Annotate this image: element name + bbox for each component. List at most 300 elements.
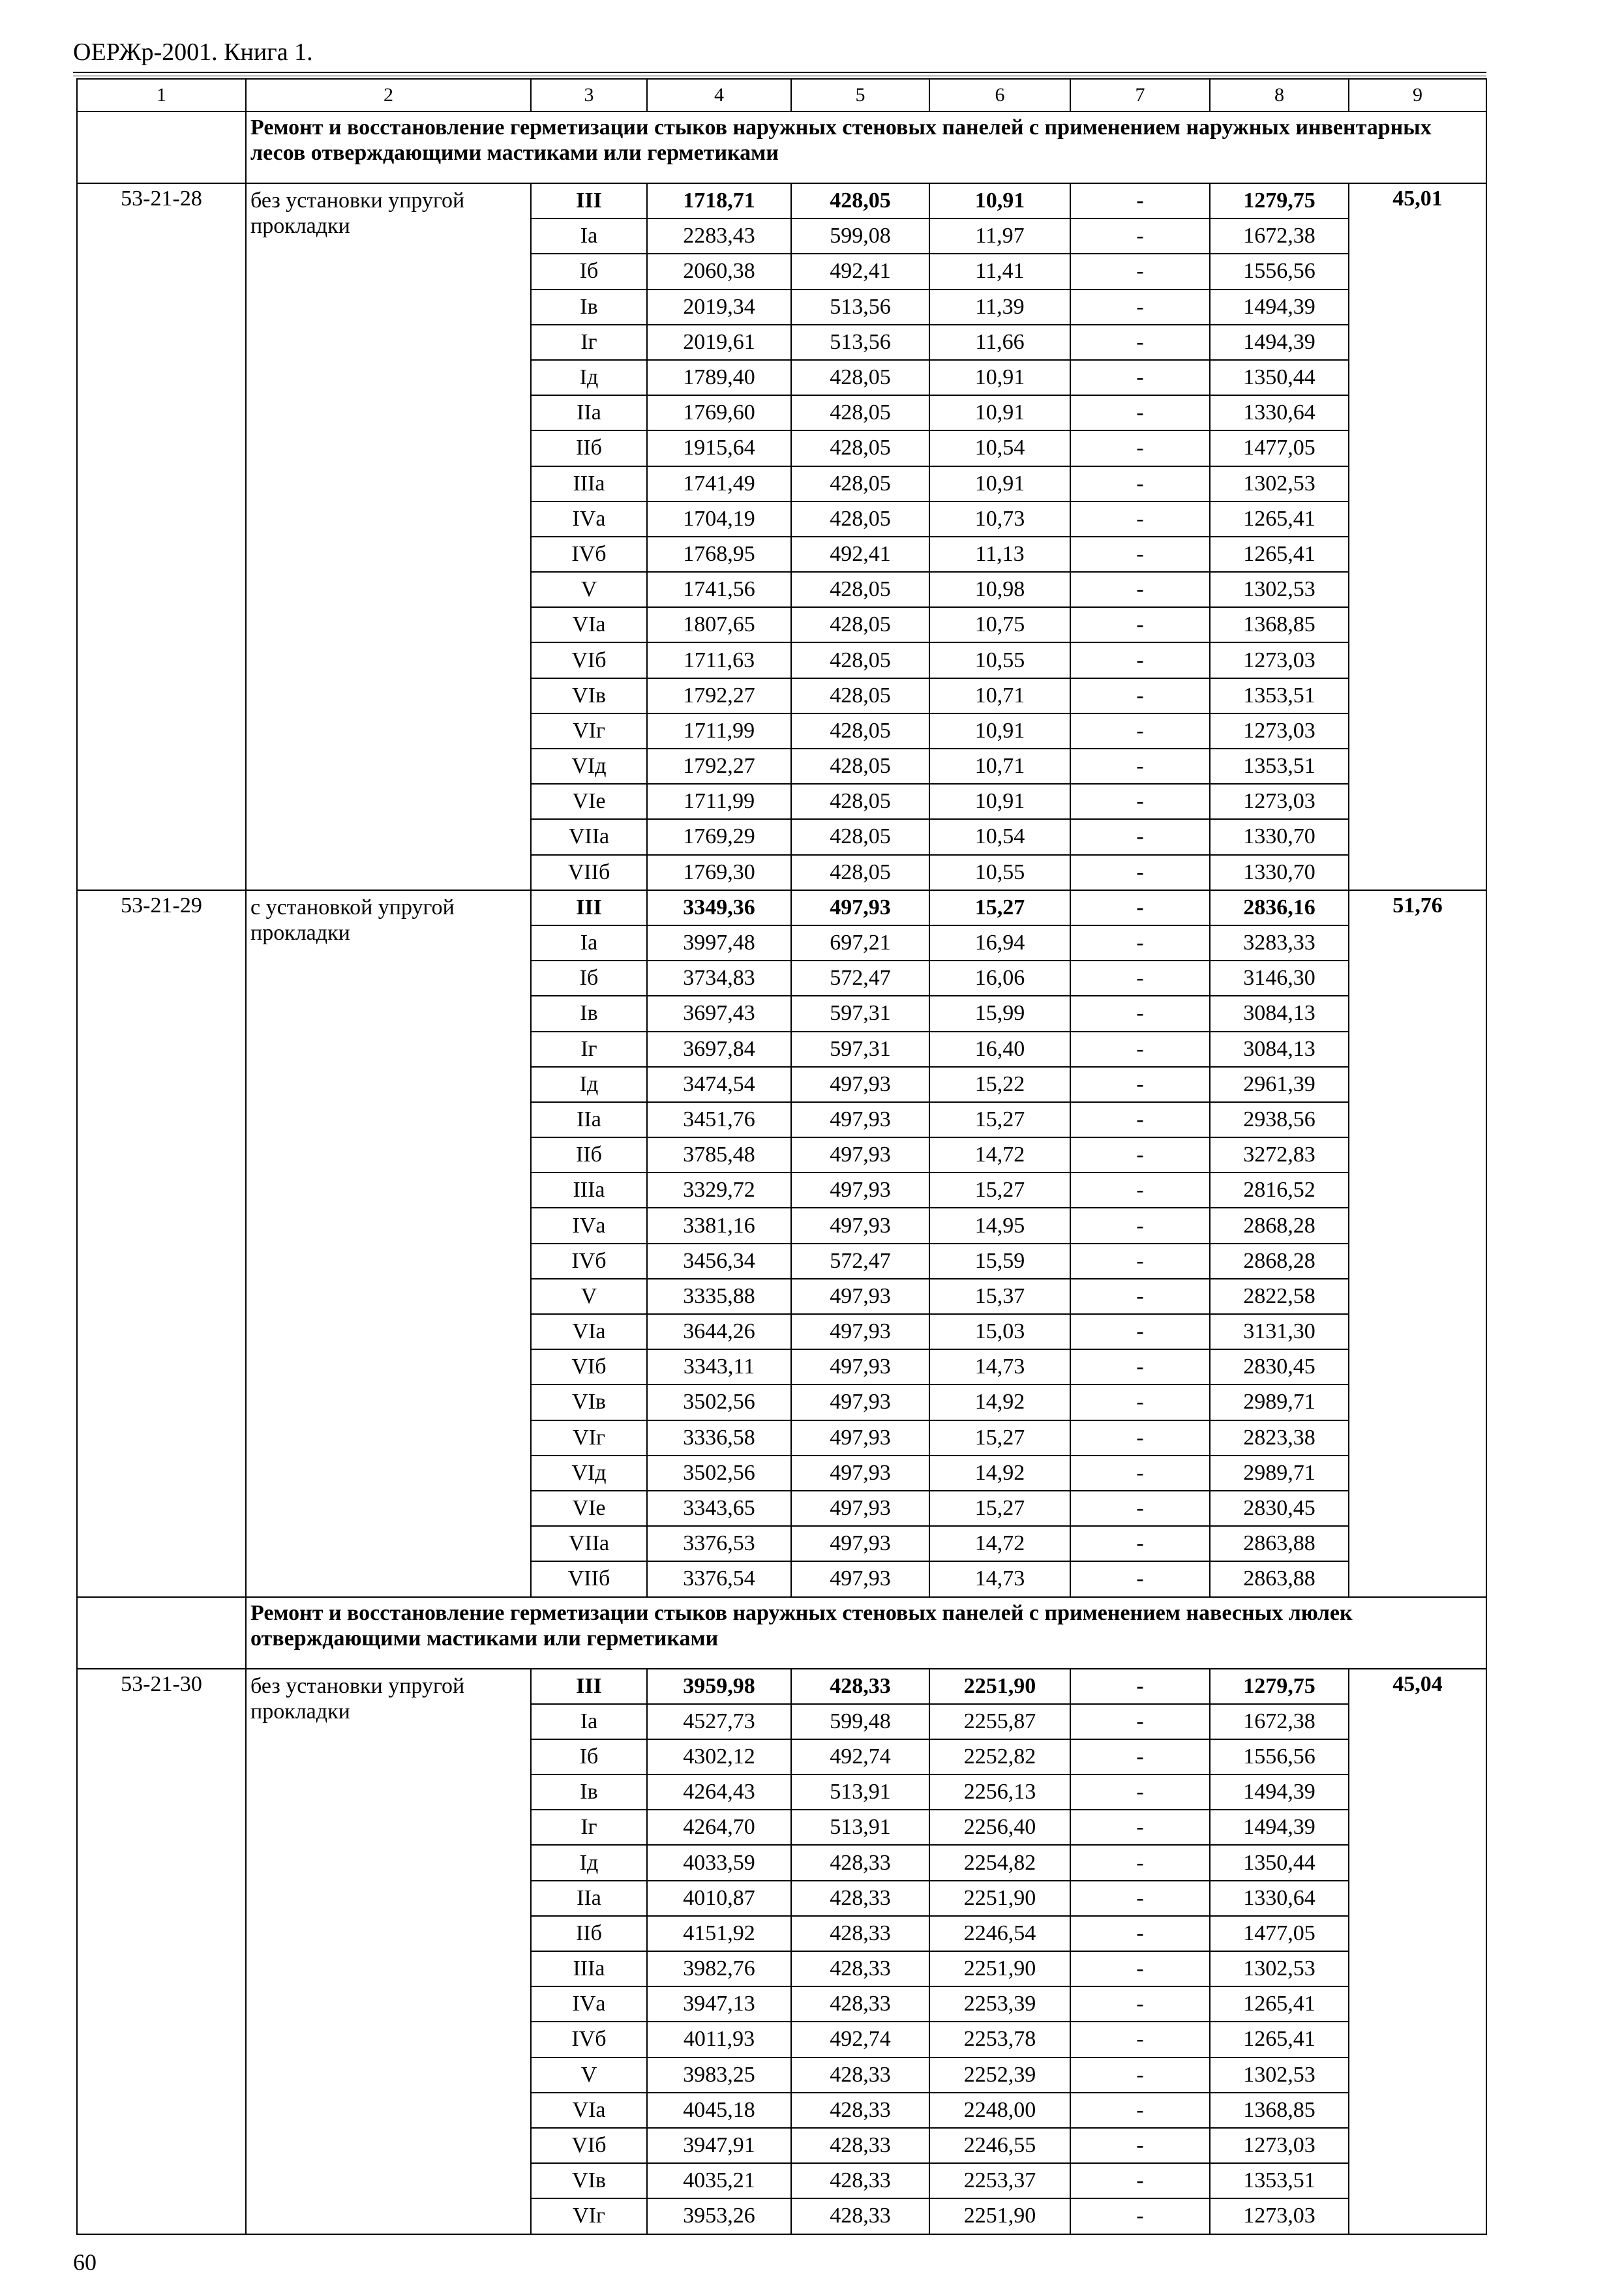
- column-number: 3: [531, 79, 647, 112]
- table-cell: -: [1070, 183, 1210, 218]
- table-cell: Iа: [531, 925, 647, 961]
- table-cell: 15,03: [929, 1314, 1070, 1349]
- table-cell: 2256,40: [929, 1810, 1070, 1845]
- table-cell: 14,92: [929, 1384, 1070, 1420]
- table-cell: 11,13: [929, 537, 1070, 572]
- table-cell: -: [1070, 218, 1210, 254]
- table-cell: 1273,03: [1210, 642, 1349, 678]
- table-cell: VIв: [531, 678, 647, 713]
- section-title: Ремонт и восстановление герметизации стыков наружных стеновых панелей с применением наружных инвентарных лесов отверждающими мастиками или герметиками: [246, 112, 1486, 183]
- table-cell: 2989,71: [1210, 1456, 1349, 1491]
- table-cell: 1556,56: [1210, 1739, 1349, 1774]
- table-cell: Iб: [531, 254, 647, 289]
- table-cell: 497,93: [791, 1561, 929, 1596]
- table-cell: -: [1070, 819, 1210, 854]
- table-cell: -: [1070, 1032, 1210, 1067]
- table-cell: 1265,41: [1210, 2022, 1349, 2057]
- table-cell: -: [1070, 855, 1210, 890]
- table-cell: 428,05: [791, 607, 929, 642]
- table-cell: 497,93: [791, 1314, 929, 1349]
- table-cell: 4151,92: [647, 1916, 791, 1951]
- table-cell: 3349,36: [647, 890, 791, 925]
- table-body: [77, 79, 1486, 2234]
- table-cell: VIг: [531, 1420, 647, 1456]
- table-cell: -: [1070, 1137, 1210, 1173]
- table-cell: 3146,30: [1210, 961, 1349, 996]
- header-rule: [73, 72, 1486, 73]
- table-cell: 15,27: [929, 1173, 1070, 1208]
- table-cell: 11,41: [929, 254, 1070, 289]
- table-cell: -: [1070, 2128, 1210, 2163]
- table-cell: 10,55: [929, 642, 1070, 678]
- table-row: [77, 890, 1486, 925]
- table-cell: VIIа: [531, 819, 647, 854]
- table-cell: IIб: [531, 1916, 647, 1951]
- section-spacer: [77, 1597, 246, 1669]
- table-cell: 3283,33: [1210, 925, 1349, 961]
- table-cell: 3084,13: [1210, 996, 1349, 1031]
- table-cell: Iа: [531, 1704, 647, 1739]
- table-cell: Iв: [531, 996, 647, 1031]
- table-cell: III: [531, 183, 647, 218]
- table-cell: 10,91: [929, 183, 1070, 218]
- table-cell: 497,93: [791, 1491, 929, 1526]
- table-cell: -: [1070, 501, 1210, 537]
- table-cell: 1494,39: [1210, 1774, 1349, 1810]
- table-cell: 1718,71: [647, 183, 791, 218]
- table-cell: 599,08: [791, 218, 929, 254]
- table-cell: Iг: [531, 1032, 647, 1067]
- table-cell: IVб: [531, 537, 647, 572]
- table-cell: VIв: [531, 2163, 647, 2198]
- table-cell: 4045,18: [647, 2093, 791, 2128]
- table-cell: 16,40: [929, 1032, 1070, 1067]
- table-cell: 1330,70: [1210, 819, 1349, 854]
- table-cell: 428,33: [791, 2163, 929, 2198]
- table-cell: 14,72: [929, 1137, 1070, 1173]
- table-cell: 1350,44: [1210, 1845, 1349, 1880]
- table-cell: 428,05: [791, 183, 929, 218]
- table-cell: 1915,64: [647, 430, 791, 466]
- table-cell: -: [1070, 1491, 1210, 1526]
- table-cell: 428,05: [791, 784, 929, 819]
- table-cell: -: [1070, 1208, 1210, 1243]
- column-number: 7: [1070, 79, 1210, 112]
- table-cell: 11,97: [929, 218, 1070, 254]
- table-cell: 10,91: [929, 713, 1070, 749]
- table-cell: 4035,21: [647, 2163, 791, 2198]
- table-cell: -: [1070, 1420, 1210, 1456]
- table-cell: -: [1070, 1810, 1210, 1845]
- table-cell: VIд: [531, 749, 647, 784]
- table-cell: 428,33: [791, 2128, 929, 2163]
- table-cell: 1353,51: [1210, 678, 1349, 713]
- table-cell: 2248,00: [929, 2093, 1070, 2128]
- table-cell: 2255,87: [929, 1704, 1070, 1739]
- table-cell: -: [1070, 1845, 1210, 1880]
- table-cell: VIIа: [531, 1526, 647, 1561]
- column-number: 9: [1349, 79, 1486, 112]
- table-cell: IIа: [531, 1102, 647, 1137]
- table-cell: 428,33: [791, 1881, 929, 1916]
- work-description: без установки упругой прокладки: [246, 1669, 531, 2234]
- table-cell: 1353,51: [1210, 749, 1349, 784]
- table-cell: Iд: [531, 1067, 647, 1102]
- table-cell: V: [531, 2057, 647, 2093]
- table-cell: 3502,56: [647, 1384, 791, 1420]
- section-spacer: [77, 112, 246, 183]
- table-cell: Iб: [531, 961, 647, 996]
- table-cell: 3336,58: [647, 1420, 791, 1456]
- table-cell: 1711,99: [647, 713, 791, 749]
- labor-value: 45,01: [1349, 183, 1486, 890]
- table-cell: 1279,75: [1210, 183, 1349, 218]
- work-description: с установкой упругой прокладки: [246, 890, 531, 1597]
- table-cell: 428,33: [791, 1986, 929, 2022]
- table-cell: 15,27: [929, 1420, 1070, 1456]
- table-cell: 10,71: [929, 749, 1070, 784]
- table-cell: 572,47: [791, 1244, 929, 1279]
- table-cell: 3734,83: [647, 961, 791, 996]
- table-cell: 428,05: [791, 713, 929, 749]
- table-cell: 2253,37: [929, 2163, 1070, 2198]
- column-number: 8: [1210, 79, 1349, 112]
- table-cell: -: [1070, 254, 1210, 289]
- table-cell: 2019,61: [647, 325, 791, 360]
- table-cell: VIе: [531, 784, 647, 819]
- table-cell: 2256,13: [929, 1774, 1070, 1810]
- table-cell: 3697,43: [647, 996, 791, 1031]
- table-cell: -: [1070, 1669, 1210, 1704]
- table-cell: -: [1070, 607, 1210, 642]
- table-cell: 2251,90: [929, 1669, 1070, 1704]
- table-cell: VIб: [531, 642, 647, 678]
- table-cell: 1494,39: [1210, 325, 1349, 360]
- table-cell: -: [1070, 678, 1210, 713]
- table-cell: Iг: [531, 325, 647, 360]
- table-cell: VIб: [531, 1349, 647, 1384]
- table-cell: -: [1070, 642, 1210, 678]
- table-cell: 1302,53: [1210, 1951, 1349, 1986]
- table-cell: 492,41: [791, 537, 929, 572]
- column-number-row: [77, 79, 1486, 112]
- table-cell: 14,73: [929, 1561, 1070, 1596]
- table-cell: VIе: [531, 1491, 647, 1526]
- table-cell: 1477,05: [1210, 430, 1349, 466]
- table-cell: 1302,53: [1210, 466, 1349, 501]
- table-cell: 3131,30: [1210, 1314, 1349, 1349]
- rates-table: [76, 78, 1487, 2235]
- table-cell: 497,93: [791, 1208, 929, 1243]
- column-number: 5: [791, 79, 929, 112]
- table-cell: 3084,13: [1210, 1032, 1349, 1067]
- table-cell: 497,93: [791, 1173, 929, 1208]
- table-cell: IVа: [531, 501, 647, 537]
- table-cell: -: [1070, 890, 1210, 925]
- table-cell: 2961,39: [1210, 1067, 1349, 1102]
- section-header-row: [77, 1597, 1486, 1669]
- table-cell: 2060,38: [647, 254, 791, 289]
- table-cell: -: [1070, 2163, 1210, 2198]
- table-cell: -: [1070, 2093, 1210, 2128]
- table-cell: 428,05: [791, 642, 929, 678]
- table-cell: 15,99: [929, 996, 1070, 1031]
- table-cell: 2253,39: [929, 1986, 1070, 2022]
- table-cell: 10,91: [929, 395, 1070, 430]
- table-cell: 428,33: [791, 1916, 929, 1951]
- rate-code: 53-21-30: [77, 1669, 246, 2234]
- table-cell: 2938,56: [1210, 1102, 1349, 1137]
- table-cell: 2251,90: [929, 2198, 1070, 2234]
- table-cell: 3451,76: [647, 1102, 791, 1137]
- table-cell: 1353,51: [1210, 2163, 1349, 2198]
- table-cell: IIIа: [531, 466, 647, 501]
- table-cell: 15,59: [929, 1244, 1070, 1279]
- table-cell: 2868,28: [1210, 1208, 1349, 1243]
- table-cell: 1330,64: [1210, 395, 1349, 430]
- table-cell: 497,93: [791, 890, 929, 925]
- table-cell: 10,98: [929, 572, 1070, 607]
- table-cell: 15,22: [929, 1067, 1070, 1102]
- table-cell: VIв: [531, 1384, 647, 1420]
- table-cell: 2863,88: [1210, 1561, 1349, 1596]
- table-cell: 2246,55: [929, 2128, 1070, 2163]
- table-cell: 3947,13: [647, 1986, 791, 2022]
- table-cell: 3953,26: [647, 2198, 791, 2234]
- table-cell: 2863,88: [1210, 1526, 1349, 1561]
- table-cell: 3376,54: [647, 1561, 791, 1596]
- table-cell: 10,91: [929, 784, 1070, 819]
- table-cell: 497,93: [791, 1102, 929, 1137]
- table-cell: -: [1070, 1916, 1210, 1951]
- labor-value: 45,04: [1349, 1669, 1486, 2234]
- table-cell: 3644,26: [647, 1314, 791, 1349]
- table-cell: IIб: [531, 430, 647, 466]
- page-number: 60: [73, 2249, 97, 2275]
- table-cell: 1273,03: [1210, 784, 1349, 819]
- table-row: [77, 183, 1486, 218]
- table-cell: 1350,44: [1210, 360, 1349, 395]
- table-cell: -: [1070, 1244, 1210, 1279]
- table-cell: 513,91: [791, 1810, 929, 1845]
- table-cell: 14,95: [929, 1208, 1070, 1243]
- table-cell: 3329,72: [647, 1173, 791, 1208]
- column-number: 1: [77, 79, 246, 112]
- table-cell: -: [1070, 1951, 1210, 1986]
- table-cell: 1494,39: [1210, 290, 1349, 325]
- table-cell: 10,54: [929, 819, 1070, 854]
- table-cell: 3502,56: [647, 1456, 791, 1491]
- table-cell: 4264,70: [647, 1810, 791, 1845]
- table-cell: 1704,19: [647, 501, 791, 537]
- table-cell: -: [1070, 1102, 1210, 1137]
- table-cell: IVб: [531, 2022, 647, 2057]
- table-cell: 2822,58: [1210, 1279, 1349, 1314]
- table-cell: 1302,53: [1210, 2057, 1349, 2093]
- table-cell: 497,93: [791, 1526, 929, 1561]
- table-cell: 15,27: [929, 890, 1070, 925]
- table-cell: 1368,85: [1210, 2093, 1349, 2128]
- table-cell: -: [1070, 290, 1210, 325]
- table-cell: 1265,41: [1210, 537, 1349, 572]
- table-cell: 3381,16: [647, 1208, 791, 1243]
- table-cell: 428,05: [791, 678, 929, 713]
- table-cell: -: [1070, 1526, 1210, 1561]
- table-cell: 4011,93: [647, 2022, 791, 2057]
- table-cell: V: [531, 572, 647, 607]
- table-cell: 1302,53: [1210, 572, 1349, 607]
- table-cell: 497,93: [791, 1279, 929, 1314]
- table-cell: 1672,38: [1210, 1704, 1349, 1739]
- table-cell: 1273,03: [1210, 2128, 1349, 2163]
- table-cell: -: [1070, 1561, 1210, 1596]
- table-cell: 1330,64: [1210, 1881, 1349, 1916]
- table-cell: 2823,38: [1210, 1420, 1349, 1456]
- table-cell: 2253,78: [929, 2022, 1070, 2057]
- table-cell: 2246,54: [929, 1916, 1070, 1951]
- table-cell: -: [1070, 1384, 1210, 1420]
- table-cell: IVа: [531, 1986, 647, 2022]
- table-cell: 11,39: [929, 290, 1070, 325]
- table-cell: 428,05: [791, 819, 929, 854]
- table-cell: -: [1070, 1739, 1210, 1774]
- table-cell: 2251,90: [929, 1881, 1070, 1916]
- section-title: Ремонт и восстановление герметизации стыков наружных стеновых панелей с применением навесных люлек отверждающими мастиками или герметиками: [246, 1597, 1486, 1669]
- table-cell: 10,91: [929, 466, 1070, 501]
- column-number: 6: [929, 79, 1070, 112]
- table-cell: 1769,29: [647, 819, 791, 854]
- table-cell: 15,27: [929, 1491, 1070, 1526]
- table-cell: 1273,03: [1210, 713, 1349, 749]
- table-cell: 428,05: [791, 749, 929, 784]
- table-cell: 2252,82: [929, 1739, 1070, 1774]
- table-cell: 4527,73: [647, 1704, 791, 1739]
- work-description: без установки упругой прокладки: [246, 183, 531, 890]
- table-cell: 492,41: [791, 254, 929, 289]
- table-cell: 428,05: [791, 395, 929, 430]
- table-cell: 3474,54: [647, 1067, 791, 1102]
- table-cell: VIа: [531, 607, 647, 642]
- table-cell: 2252,39: [929, 2057, 1070, 2093]
- table-cell: 15,37: [929, 1279, 1070, 1314]
- table-cell: 428,05: [791, 501, 929, 537]
- column-number: 4: [647, 79, 791, 112]
- table-cell: 497,93: [791, 1420, 929, 1456]
- table-cell: 428,05: [791, 572, 929, 607]
- table-cell: 1789,40: [647, 360, 791, 395]
- table-cell: -: [1070, 713, 1210, 749]
- table-cell: 2830,45: [1210, 1349, 1349, 1384]
- table-cell: -: [1070, 1279, 1210, 1314]
- table-cell: VIд: [531, 1456, 647, 1491]
- table-cell: 497,93: [791, 1137, 929, 1173]
- table-cell: 428,33: [791, 1951, 929, 1986]
- table-cell: 3947,91: [647, 2128, 791, 2163]
- table-cell: 3997,48: [647, 925, 791, 961]
- table-cell: 1477,05: [1210, 1916, 1349, 1951]
- table-cell: 513,56: [791, 325, 929, 360]
- table-cell: -: [1070, 325, 1210, 360]
- table-cell: 10,71: [929, 678, 1070, 713]
- table-cell: 2019,34: [647, 290, 791, 325]
- table-cell: 492,74: [791, 2022, 929, 2057]
- table-cell: VIIб: [531, 1561, 647, 1596]
- table-cell: 1769,60: [647, 395, 791, 430]
- table-cell: -: [1070, 395, 1210, 430]
- table-cell: -: [1070, 1067, 1210, 1102]
- table-cell: 3785,48: [647, 1137, 791, 1173]
- table-cell: -: [1070, 996, 1210, 1031]
- table-cell: Iа: [531, 218, 647, 254]
- table-cell: -: [1070, 2057, 1210, 2093]
- table-cell: 16,94: [929, 925, 1070, 961]
- table-cell: 11,66: [929, 325, 1070, 360]
- table-cell: 428,33: [791, 1845, 929, 1880]
- table-cell: 428,33: [791, 1669, 929, 1704]
- table-cell: 14,72: [929, 1526, 1070, 1561]
- table-cell: 572,47: [791, 961, 929, 996]
- table-cell: Iд: [531, 1845, 647, 1880]
- table-cell: -: [1070, 925, 1210, 961]
- table-cell: 1792,27: [647, 749, 791, 784]
- section-header-row: [77, 112, 1486, 183]
- table-cell: 10,54: [929, 430, 1070, 466]
- table-cell: 597,31: [791, 996, 929, 1031]
- table-cell: 1273,03: [1210, 2198, 1349, 2234]
- table-cell: IIа: [531, 1881, 647, 1916]
- table-cell: VIг: [531, 713, 647, 749]
- table-cell: -: [1070, 1986, 1210, 2022]
- labor-value: 51,76: [1349, 890, 1486, 1597]
- table-cell: 428,05: [791, 466, 929, 501]
- table-cell: 492,74: [791, 1739, 929, 1774]
- table-cell: 10,55: [929, 855, 1070, 890]
- table-cell: 1768,95: [647, 537, 791, 572]
- table-cell: 1279,75: [1210, 1669, 1349, 1704]
- table-cell: 1368,85: [1210, 607, 1349, 642]
- table-cell: III: [531, 890, 647, 925]
- table-cell: 3335,88: [647, 1279, 791, 1314]
- table-cell: 2251,90: [929, 1951, 1070, 1986]
- table-cell: 1792,27: [647, 678, 791, 713]
- table-cell: 1741,49: [647, 466, 791, 501]
- table-row: [77, 1669, 1486, 1704]
- table-cell: 2254,82: [929, 1845, 1070, 1880]
- table-cell: 1330,70: [1210, 855, 1349, 890]
- table-cell: -: [1070, 1704, 1210, 1739]
- table-cell: 2868,28: [1210, 1244, 1349, 1279]
- table-cell: 1556,56: [1210, 254, 1349, 289]
- table-cell: 16,06: [929, 961, 1070, 996]
- table-cell: Iб: [531, 1739, 647, 1774]
- table-cell: 3376,53: [647, 1526, 791, 1561]
- table-cell: -: [1070, 430, 1210, 466]
- table-cell: -: [1070, 1314, 1210, 1349]
- table-cell: -: [1070, 784, 1210, 819]
- table-cell: 3272,83: [1210, 1137, 1349, 1173]
- table-cell: IIа: [531, 395, 647, 430]
- table-cell: 1265,41: [1210, 501, 1349, 537]
- table-cell: 428,33: [791, 2198, 929, 2234]
- table-cell: 2816,52: [1210, 1173, 1349, 1208]
- table-cell: 428,05: [791, 360, 929, 395]
- table-cell: 1741,56: [647, 572, 791, 607]
- table-cell: 3959,98: [647, 1669, 791, 1704]
- table-cell: 497,93: [791, 1456, 929, 1491]
- table-cell: 4033,59: [647, 1845, 791, 1880]
- table-cell: 513,91: [791, 1774, 929, 1810]
- table-cell: VIг: [531, 2198, 647, 2234]
